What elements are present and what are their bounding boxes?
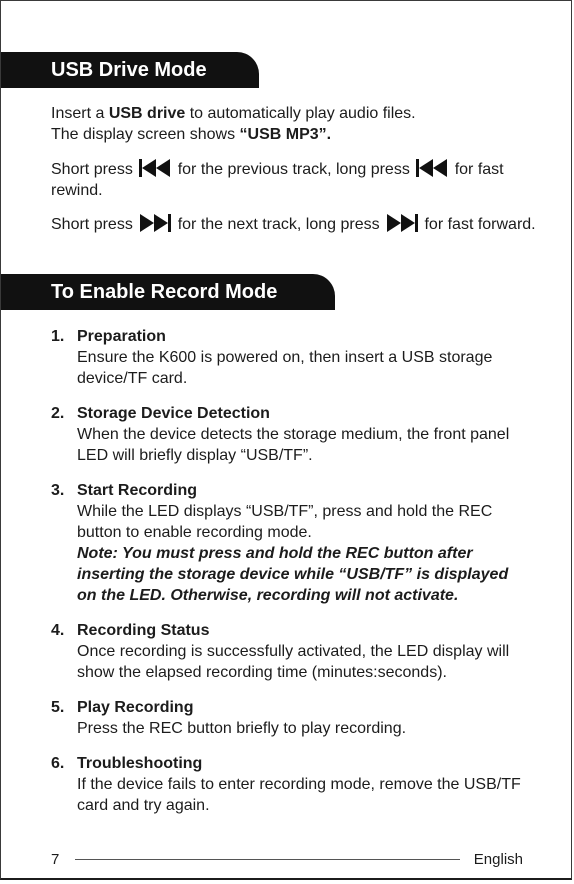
- record-mode-heading: To Enable Record Mode: [1, 274, 335, 310]
- usb-intro-text: Insert a: [51, 105, 109, 122]
- step-title: Storage Device Detection: [77, 405, 270, 422]
- list-item: [51, 753, 531, 816]
- list-item: [51, 326, 531, 389]
- skip-next-icon: [386, 214, 418, 232]
- step-body: While the LED displays “USB/TF”, press and hold the REC button to enable recording mode.: [77, 503, 493, 541]
- footer-language: English: [473, 850, 523, 868]
- list-item: [51, 403, 531, 466]
- step-number: 6.: [51, 755, 65, 772]
- step-title: Troubleshooting: [77, 755, 203, 772]
- record-steps-list: [51, 326, 531, 816]
- display-text: The display screen shows: [51, 126, 240, 143]
- page-number: 7: [51, 850, 60, 868]
- list-item: [51, 697, 531, 739]
- step-number: 5.: [51, 699, 65, 716]
- step-title: Play Recording: [77, 699, 194, 716]
- list-item: [51, 480, 531, 606]
- usb-drive-emphasis: USB drive: [108, 105, 186, 122]
- step-number: 1.: [51, 328, 65, 345]
- step-body: Press the REC button briefly to play recording.: [77, 720, 407, 737]
- previous-track-paragraph: [51, 159, 541, 201]
- next-text-end: for fast forward.: [420, 216, 536, 233]
- skip-previous-icon: [139, 159, 171, 177]
- usb-intro-paragraph: [51, 103, 541, 145]
- prev-text-middle: for the previous track, long press: [173, 161, 415, 178]
- footer-divider: [75, 859, 459, 860]
- page-footer: [51, 849, 523, 869]
- usb-intro-text-end: to automatically play audio files.: [185, 105, 416, 122]
- step-title: Preparation: [77, 328, 166, 345]
- usb-mp3-emphasis: “USB MP3”.: [239, 126, 332, 143]
- step-body: Once recording is successfully activated, the LED display will show the elapsed recording time (minutes:seconds).: [77, 643, 510, 681]
- step-title: Start Recording: [77, 482, 198, 499]
- prev-text-end: for fast rewind.: [51, 161, 504, 199]
- step-number: 2.: [51, 405, 65, 422]
- next-text-middle: for the next track, long press: [173, 216, 385, 233]
- step-number: 3.: [51, 482, 65, 499]
- step-body: Ensure the K600 is powered on, then insert a USB storage device/TF card.: [77, 349, 493, 387]
- list-item: [51, 620, 531, 683]
- step-title: Recording Status: [77, 622, 210, 639]
- step-body: When the device detects the storage medium, the front panel LED will briefly display “USB/TF”.: [77, 426, 510, 464]
- skip-previous-icon: [416, 159, 448, 177]
- recording-note: Note: You must press and hold the REC button after inserting the storage device while “USB/TF” is displayed on the LED. Otherwise, recording will not activate.: [77, 545, 509, 604]
- step-body: If the device fails to enter recording mode, remove the USB/TF card and try again.: [77, 776, 521, 814]
- usb-drive-mode-heading: USB Drive Mode: [1, 52, 259, 88]
- step-number: 4.: [51, 622, 65, 639]
- skip-next-icon: [139, 214, 171, 232]
- next-text-start: Short press: [51, 216, 138, 233]
- next-track-paragraph: [51, 214, 541, 235]
- prev-text-start: Short press: [51, 161, 138, 178]
